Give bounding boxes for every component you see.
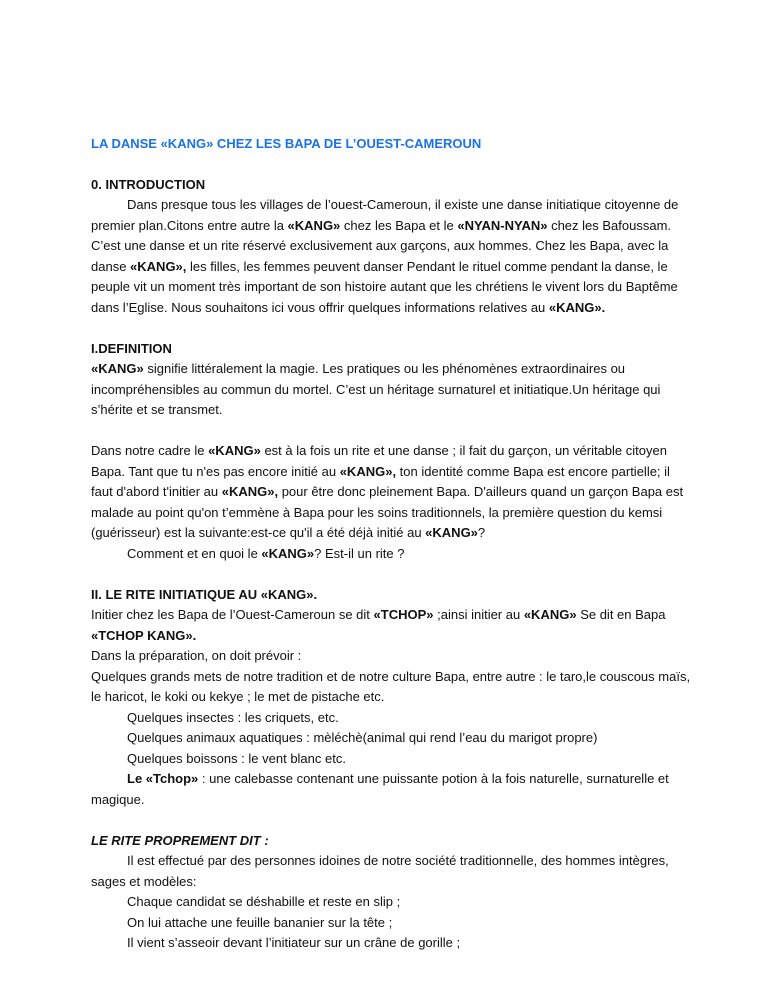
rite-list-item: Quelques boissons : le vent blanc etc. <box>127 750 346 766</box>
rite-paragraph-2: Dans la préparation, on doit prévoir : <box>91 648 302 663</box>
definition-paragraph-2: Dans notre cadre le «KANG» est à la fois un rite et une danse ; il fait du garçon, un véritable citoyen Bapa. Tant que tu n'es pas encore initié au «KANG», ton identité comme Bapa est encore partielle; il faut d'abord t'initier au «KANG», pour être donc pleinement Bapa. D'ailleurs quand un garçon Bapa est malade au point qu'on t’emmène à Bapa pour les soins traditionnels, la première question du kemsi (guérisseur) est la suivante:est-ce qu'il a été déjà initié au «KANG»? <box>91 443 684 540</box>
rite-tchop-paragraph: Le «Tchop» : une calebasse contenant une puissante potion à la fois naturelle, surnaturelle et magique. <box>91 771 669 807</box>
intro-paragraph: Dans presque tous les villages de l’ouest-Cameroun, il existe une danse initiatique citoyenne de premier plan.Citons entre autre la «KANG» chez les Bapa et le «NYAN-NYAN» chez les Bafoussam. C’est une danse et un rite réservé exclusivement aux garçons, aux hommes. Chez les Bapa, avec la danse «KANG», les filles, les femmes peuvent danser Pendant le rituel comme pendant la danse, le peuple vit un moment très important de son histoire autant que les chrétiens le vivent lors du Baptême dans l’Eglise. Nous souhaitons ici vous offrir quelques informations relatives au «KANG». <box>91 197 679 315</box>
proper-paragraph: Il est effectué par des personnes idoines de notre société traditionnelle, des hommes intègres, sages et modèles: <box>91 853 669 889</box>
intro-heading: 0. INTRODUCTION <box>91 176 206 192</box>
rite-paragraph-1: Initier chez les Bapa de l’Ouest-Cameroun se dit «TCHOP» ;ainsi initier au «KANG» Se dit en Bapa «TCHOP KANG». <box>91 607 666 643</box>
document-page <box>91 134 691 954</box>
definition-question: Comment et en quoi le «KANG»? Est-il un rite ? <box>127 545 405 561</box>
definition-heading: I.DEFINITION <box>91 340 172 356</box>
document-title: LA DANSE «KANG» CHEZ LES BAPA DE L’OUEST-CAMEROUN <box>91 136 482 151</box>
rite-list-item: Quelques insectes : les criquets, etc. <box>127 709 339 725</box>
proper-list-item: Il vient s’asseoir devant l’initiateur sur un crâne de gorille ; <box>127 935 461 950</box>
proper-heading: LE RITE PROPREMENT DIT : <box>91 832 269 848</box>
definition-paragraph-1: «KANG» signifie littéralement la magie. Les pratiques ou les phénomènes extraordinaires ou incompréhensibles au commun du mortel. C’est un héritage surnaturel et initiatique.Un héritage qui s’hérite et se transmet. <box>91 361 661 417</box>
proper-list-item: Chaque candidat se déshabille et reste en slip ; <box>127 894 401 909</box>
rite-list-item: Quelques animaux aquatiques : mèléchè(animal qui rend l’eau du marigot propre) <box>127 730 598 745</box>
rite-heading: II. LE RITE INITIATIQUE AU «KANG». <box>91 586 318 602</box>
rite-paragraph-3: Quelques grands mets de notre tradition et de notre culture Bapa, entre autre : le taro,le couscous maïs, le haricot, le koki ou kekye ; le met de pistache etc. <box>91 668 691 704</box>
proper-list-item: On lui attache une feuille bananier sur la tête ; <box>127 914 393 930</box>
